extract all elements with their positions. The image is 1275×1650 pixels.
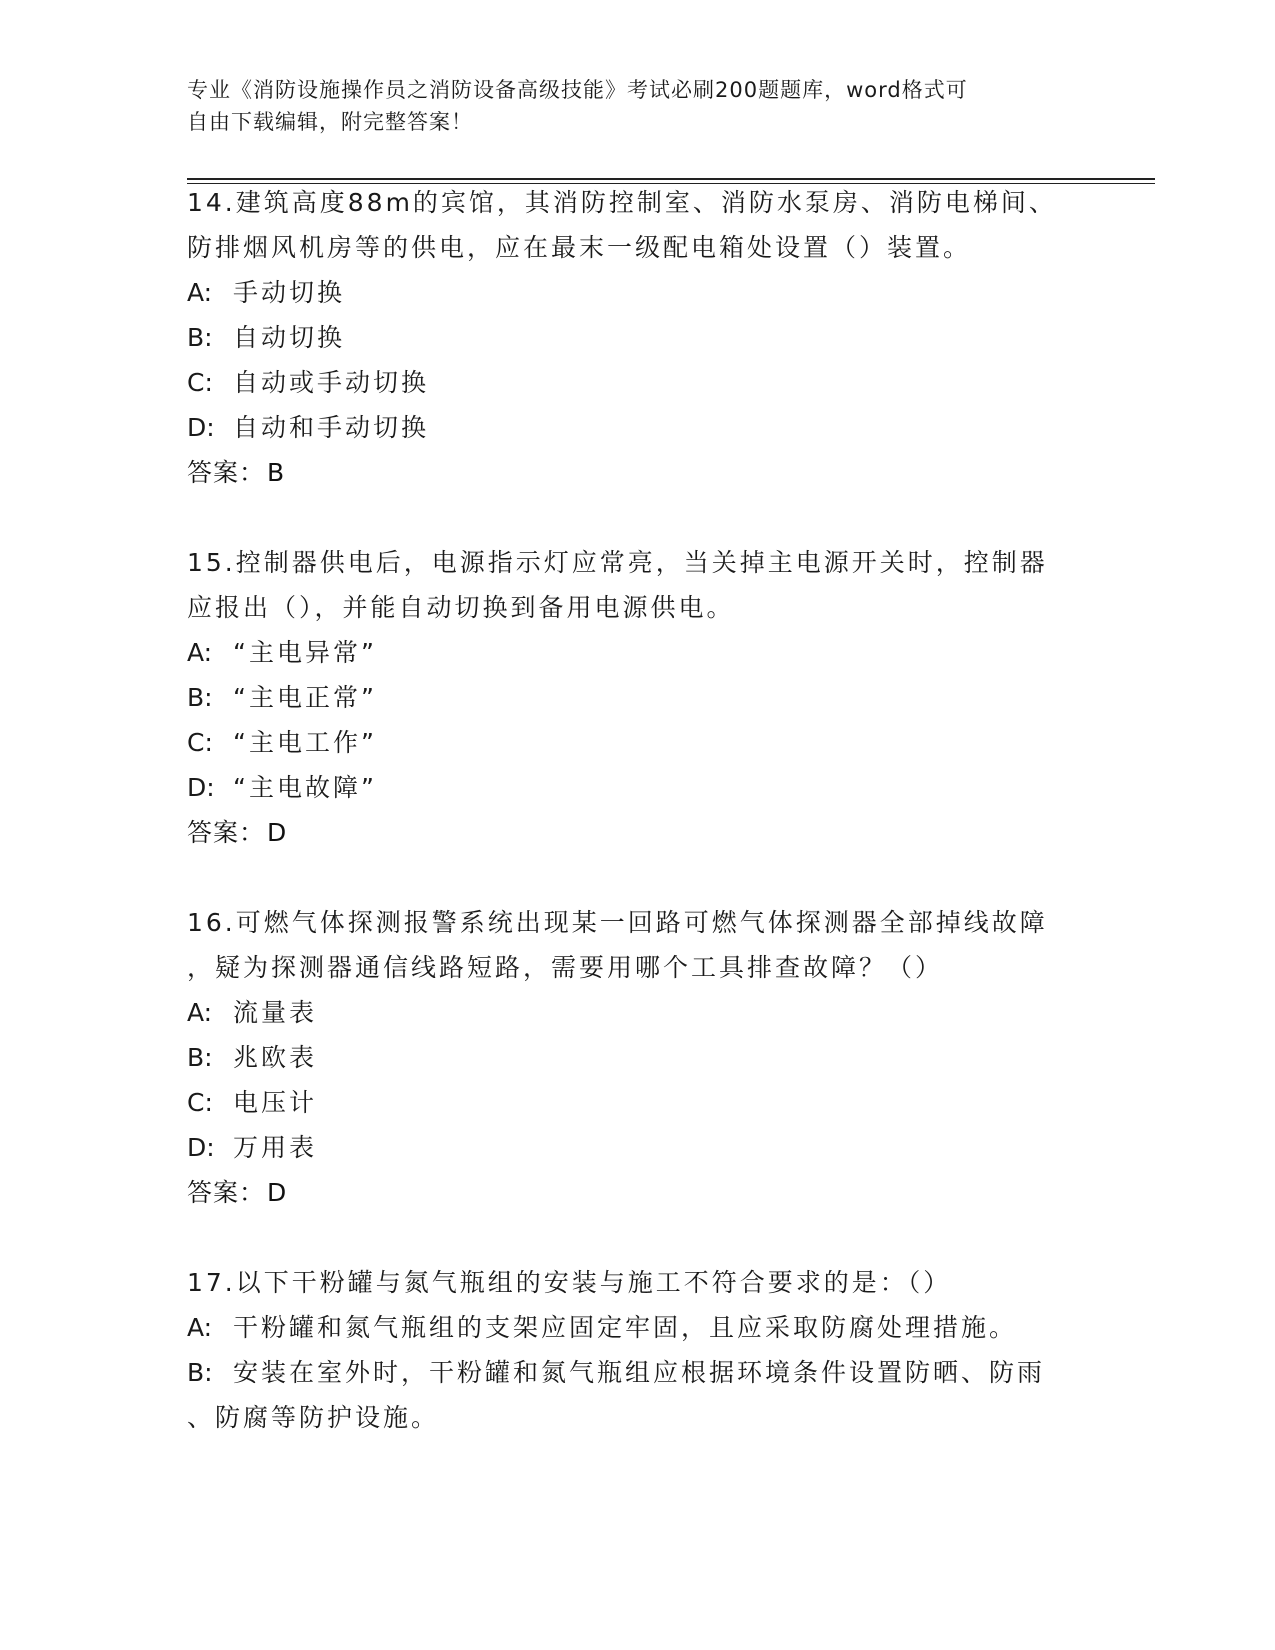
option-letter: D: (187, 773, 215, 802)
option-text: 流量表 (233, 998, 318, 1027)
option-text: 自动切换 (233, 323, 346, 352)
question-stem-line-2: 防排烟风机房等的供电，应在最末一级配电箱处设置（）装置。 (187, 233, 972, 262)
option-d (187, 1125, 1087, 1170)
option-letter: A: (187, 638, 213, 667)
option-letter: A: (187, 998, 213, 1027)
answer-line (187, 810, 1087, 855)
option-b-continuation: 、防腐等防护设施。 (187, 1403, 440, 1432)
option-c (187, 360, 1087, 405)
option-b (187, 315, 1087, 360)
answer-value: D (267, 1178, 288, 1207)
option-letter: A: (187, 278, 213, 307)
answer-value: D (267, 818, 288, 847)
option-a (187, 1305, 1087, 1350)
option-letter: B: (187, 1043, 213, 1072)
option-b (187, 1035, 1087, 1080)
option-text: “主电故障” (233, 773, 377, 802)
question-stem-line-2: ，疑为探测器通信线路短路，需要用哪个工具排查故障？（） (187, 953, 944, 982)
question-stem-line-2: 应报出（），并能自动切换到备用电源供电。 (187, 593, 735, 622)
question-stem-line-1: 17.以下干粉罐与氮气瓶组的安装与施工不符合要求的是：（） (187, 1268, 952, 1297)
option-text: “主电工作” (233, 728, 377, 757)
option-d (187, 765, 1087, 810)
answer-value: B (267, 458, 286, 487)
answer-label: 答案： (187, 1178, 266, 1207)
option-text: 电压计 (233, 1088, 318, 1117)
option-letter: A: (187, 1313, 213, 1342)
option-text: “主电异常” (233, 638, 377, 667)
question-stem-line-1: 14.建筑高度88m的宾馆，其消防控制室、消防水泵房、消防电梯间、 (187, 188, 1057, 217)
option-text: 自动或手动切换 (233, 368, 430, 397)
option-letter: B: (187, 683, 213, 712)
option-a (187, 630, 1087, 675)
option-b (187, 675, 1087, 720)
question-15 (187, 540, 1087, 855)
document-header (187, 74, 1067, 138)
option-text: 手动切换 (233, 278, 346, 307)
option-text: 万用表 (233, 1133, 318, 1162)
option-b (187, 1350, 1087, 1395)
option-c (187, 1080, 1087, 1125)
option-text: 兆欧表 (233, 1043, 318, 1072)
option-c (187, 720, 1087, 765)
answer-line (187, 450, 1087, 495)
option-text: 干粉罐和氮气瓶组的支架应固定牢固，且应采取防腐处理措施。 (233, 1313, 1018, 1342)
question-stem-line-1: 15.控制器供电后，电源指示灯应常亮，当关掉主电源开关时，控制器 (187, 548, 1048, 577)
option-text: 自动和手动切换 (233, 413, 430, 442)
option-letter: B: (187, 1358, 213, 1387)
option-letter: D: (187, 1133, 215, 1162)
answer-line (187, 1170, 1087, 1215)
question-17 (187, 1260, 1087, 1440)
option-letter: C: (187, 728, 213, 757)
answer-label: 答案： (187, 458, 266, 487)
answer-label: 答案： (187, 818, 266, 847)
option-letter: C: (187, 368, 213, 397)
header-line-2: 自由下载编辑，附完整答案！ (187, 110, 473, 134)
option-letter: D: (187, 413, 215, 442)
option-a (187, 990, 1087, 1035)
option-text: “主电正常” (233, 683, 377, 712)
question-16 (187, 900, 1087, 1215)
question-14 (187, 180, 1087, 495)
option-text: 安装在室外时，干粉罐和氮气瓶组应根据环境条件设置防晒、防雨 (233, 1358, 1046, 1387)
question-stem-line-1: 16.可燃气体探测报警系统出现某一回路可燃气体探测器全部掉线故障 (187, 908, 1048, 937)
option-letter: C: (187, 1088, 213, 1117)
header-line-1: 专业《消防设施操作员之消防设备高级技能》考试必刷200题题库，word格式可 (187, 78, 968, 102)
option-d (187, 405, 1087, 450)
option-a (187, 270, 1087, 315)
option-letter: B: (187, 323, 213, 352)
